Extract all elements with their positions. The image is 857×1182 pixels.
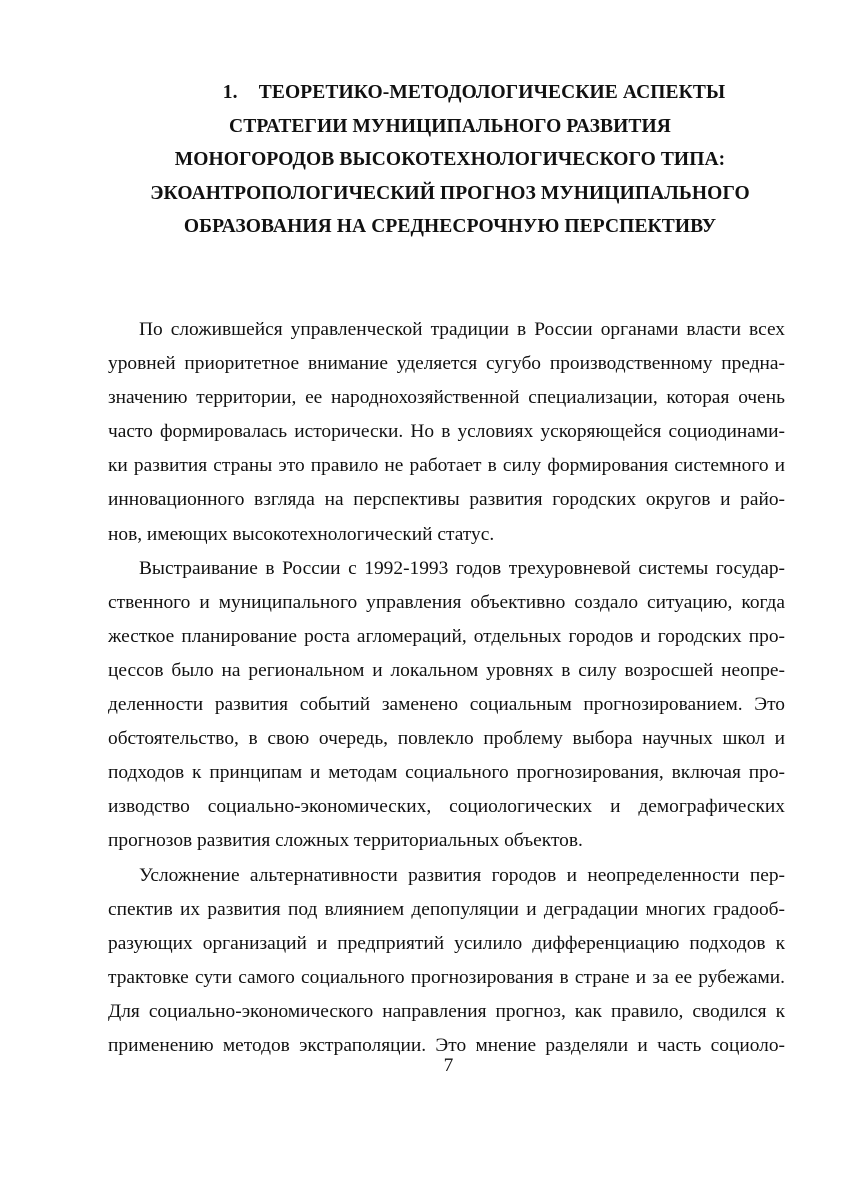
- text-line: часто формировалась исторически. Но в условиях ускоряющейся социодинами-: [108, 421, 785, 443]
- text-line: инновационного взгляда на перспективы развития городских округов и райо-: [108, 489, 785, 511]
- text-line: изводство социально-экономических, социологических и демографических: [108, 796, 785, 818]
- text-line: ственного и муниципального управления объективно создало ситуацию, когда: [108, 591, 785, 613]
- chapter-heading: [100, 76, 800, 244]
- text-line: спектив их развития под влиянием депопуляции и деградации многих градооб-: [108, 898, 785, 920]
- paragraph-3: [108, 859, 785, 1064]
- text-line: Выстраивание в России с 1992-1993 годов трехуровневой системы государ-: [139, 557, 785, 579]
- heading-line: ОБРАЗОВАНИЯ НА СРЕДНЕСРОЧНУЮ ПЕРСПЕКТИВУ: [183, 216, 717, 237]
- chapter-number: 1.: [222, 82, 238, 103]
- text-line: жесткое планирование роста агломераций, отдельных городов и городских про-: [108, 625, 785, 647]
- heading-line: ЭКОАНТРОПОЛОГИЧЕСКИЙ ПРОГНОЗ МУНИЦИПАЛЬНОГО: [150, 182, 750, 204]
- text-line: цессов было на региональном и локальном уровнях в силу возросшей неопре-: [108, 659, 785, 681]
- text-line: деленности развития событий заменено социальным прогнозированием. Это: [108, 694, 785, 716]
- heading-line: 1. ТЕОРЕТИКО-МЕТОДОЛОГИЧЕСКИЕ АСПЕКТЫ: [100, 76, 800, 110]
- text-line: обстоятельство, в свою очередь, повлекло проблему выбора научных школ и: [108, 728, 785, 750]
- heading-line: МОНОГОРОДОВ ВЫСОКОТЕХНОЛОГИЧЕСКОГО ТИПА:: [174, 149, 726, 170]
- text-line: применению методов экстраполяции. Это мнение разделяли и часть социоло-: [108, 1034, 785, 1056]
- paragraph-2: [108, 552, 785, 859]
- text-line: разующих организаций и предприятий усилило дифференциацию подходов к: [108, 932, 785, 954]
- heading-line: СТРАТЕГИИ МУНИЦИПАЛЬНОГО РАЗВИТИЯ: [229, 115, 671, 137]
- text-line: Усложнение альтернативности развития городов и неопределенности пер-: [139, 864, 785, 886]
- text-line: ки развития страны это правило не работает в силу формирования системного и: [108, 455, 785, 477]
- text-line: прогнозов развития сложных территориальных объектов.: [108, 830, 583, 852]
- text-line: Для социально-экономического направления прогноз, как правило, сводился к: [108, 1000, 785, 1022]
- text-line: подходов к принципам и методам социального прогнозирования, включая про-: [108, 762, 785, 784]
- text-line: значению территории, ее народнохозяйственной специализации, которая очень: [108, 387, 785, 409]
- page-number: 7: [443, 1055, 454, 1076]
- text-line: трактовке сути самого социального прогнозирования в стране и за ее рубежами.: [108, 966, 785, 988]
- body-text: [108, 313, 785, 1063]
- text-line: нов, имеющих высокотехнологический статус.: [108, 523, 495, 545]
- text-line: уровней приоритетное внимание уделяется сугубо производственному предна-: [108, 353, 785, 375]
- text-line: По сложившейся управленческой традиции в России органами власти всех: [139, 319, 785, 340]
- paragraph-1: [108, 313, 785, 552]
